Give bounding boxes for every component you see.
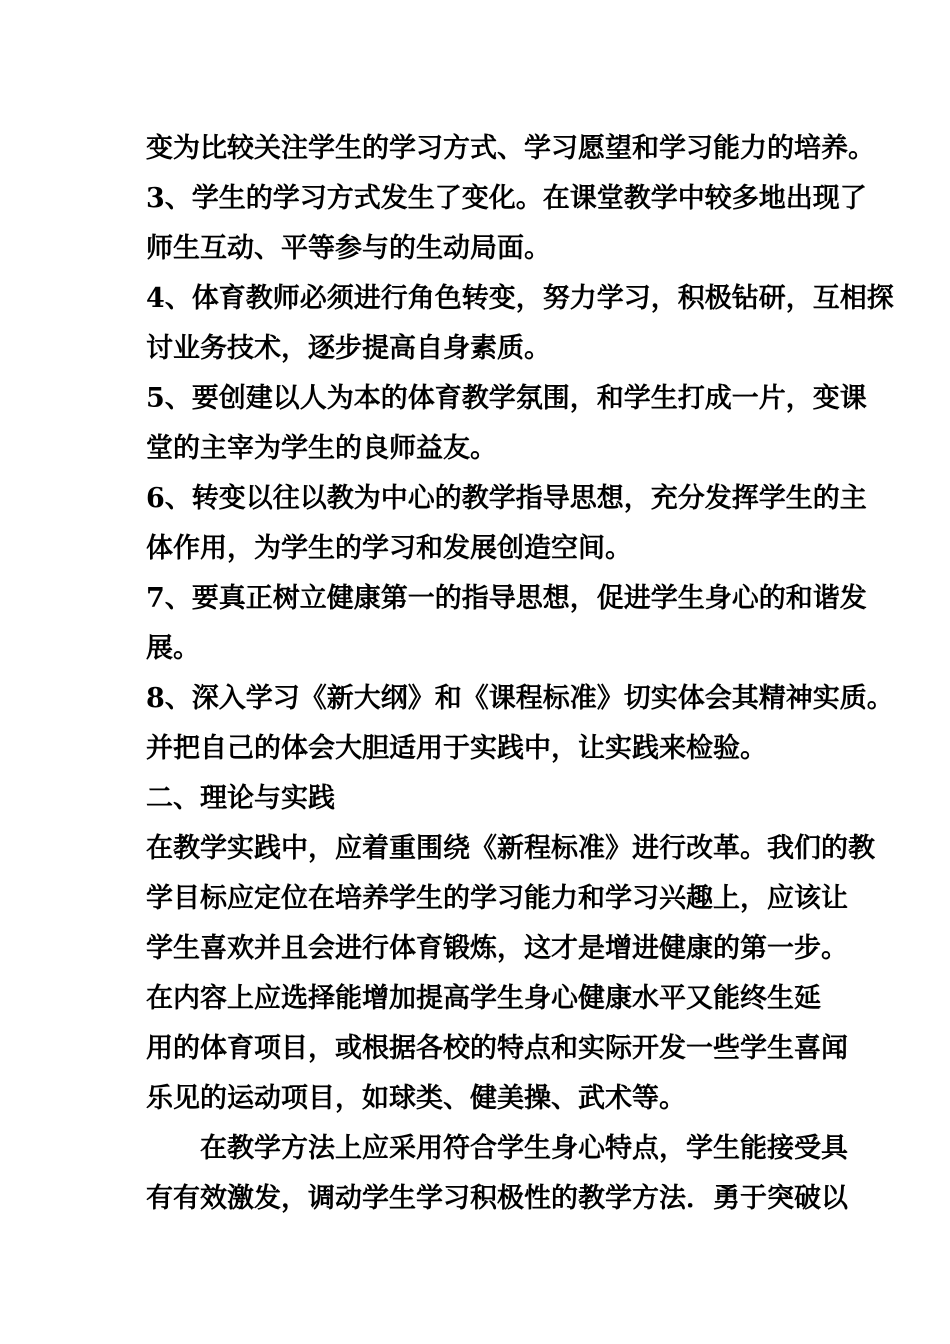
text-line: 4、体育教师必须进行角色转变，努力学习，积极钻研，互相探 (146, 283, 894, 314)
text-line: 在教学实践中，应着重围绕《新程标准》进行改革。我们的教 (146, 833, 875, 864)
text-line: 师生互动、平等参与的生动局面。 (146, 233, 551, 264)
text-line: 有有效激发，调动学生学习积极性的教学方法．勇于突破以 (146, 1183, 848, 1214)
text-line: 学生喜欢并且会进行体育锻炼，这才是增进健康的第一步。 (146, 933, 848, 964)
text-line: 展。 (146, 633, 200, 664)
text-line: 3、学生的学习方式发生了变化。在课堂教学中较多地出现了 (146, 183, 867, 214)
text-line: 8、深入学习《新大纲》和《课程标准》切实体会其精神实质。 (146, 683, 894, 714)
text-line: 学目标应定位在培养学生的学习能力和学习兴趣上，应该让 (146, 883, 848, 914)
text-line: 堂的主宰为学生的良师益友。 (146, 433, 497, 464)
section-heading: 二、理论与实践 (146, 783, 335, 814)
text-line: 7、要真正树立健康第一的指导思想，促进学生身心的和谐发 (146, 583, 867, 614)
text-line: 6、转变以往以教为中心的教学指导思想，充分发挥学生的主 (146, 483, 867, 514)
text-line: 变为比较关注学生的学习方式、学习愿望和学习能力的培养。 (146, 133, 875, 164)
text-line: 并把自己的体会大胆适用于实践中，让实践来检验。 (146, 733, 767, 764)
text-line: 在内容上应选择能增加提高学生身心健康水平又能终生延 (146, 983, 821, 1014)
text-line: 5、要创建以人为本的体育教学氛围，和学生打成一片，变课 (146, 383, 867, 414)
text-line: 在教学方法上应采用符合学生身心特点，学生能接受具 (146, 1133, 848, 1164)
text-line: 用的体育项目，或根据各校的特点和实际开发一些学生喜闻 (146, 1033, 848, 1064)
text-line: 体作用，为学生的学习和发展创造空间。 (146, 533, 632, 564)
text-line: 讨业务技术，逐步提高自身素质。 (146, 333, 551, 364)
text-line: 乐见的运动项目，如球类、健美操、武术等。 (146, 1083, 686, 1114)
document-body (146, 128, 894, 1228)
